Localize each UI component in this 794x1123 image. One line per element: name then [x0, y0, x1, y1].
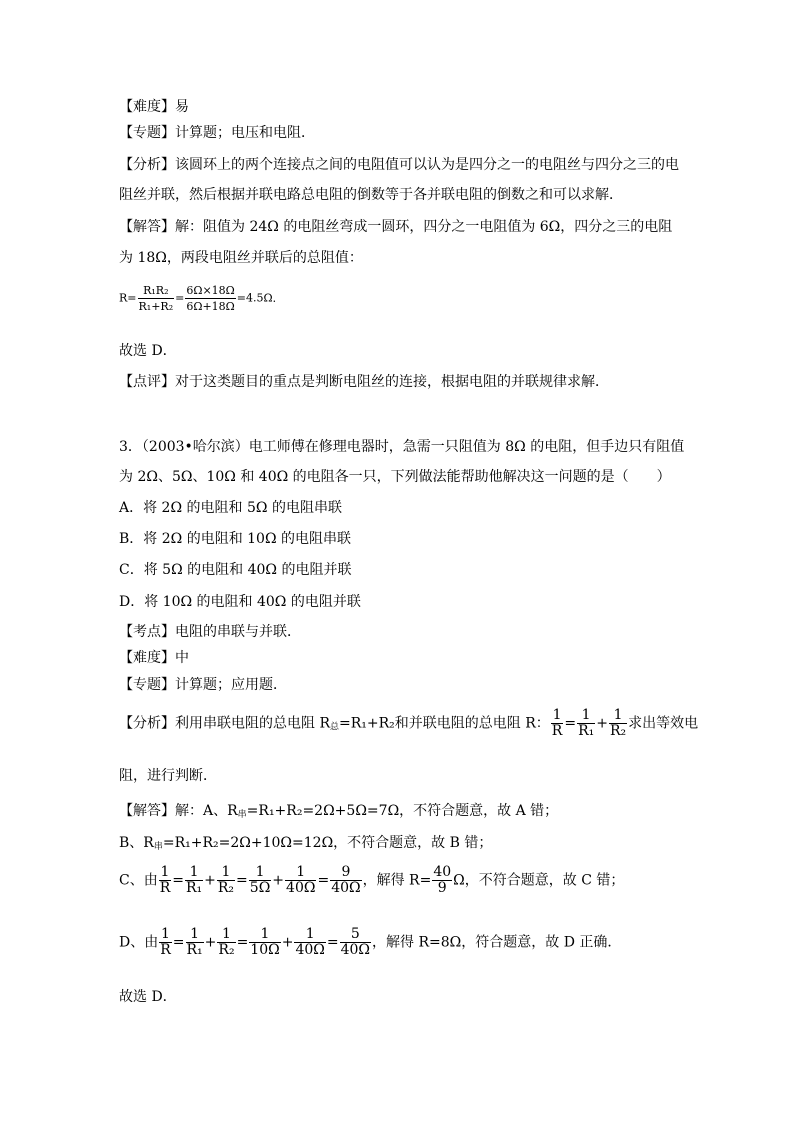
- analysis-line-1: 【分析】该圆环上的两个连接点之间的电阻值可以认为是四分之一的电阻丝与四分之三的电: [119, 157, 679, 173]
- option-a: A．将 2Ω 的电阻和 5Ω 的电阻串联: [119, 500, 342, 516]
- formula-lhs: R=: [119, 291, 137, 305]
- comment-line: 【点评】对于这类题目的重点是判断电阻丝的连接，根据电阻的并联规律求解．: [119, 374, 609, 390]
- formula-eq: =: [175, 291, 185, 305]
- solution-a-line: 【解答】解：A、$R_串=R_1+R_2=2\Omega+5\Omega=7\Omega$，不符合题意，故 A 错；: [119, 803, 559, 820]
- formula-total-resistance: [119, 283, 284, 314]
- answer-line-2: 故选 D．: [119, 989, 177, 1005]
- solution-line-2: 为 18Ω，两段电阻丝并联后的总阻值：: [119, 250, 363, 266]
- difficulty-line: 【难度】易: [119, 99, 189, 115]
- formula-fraction-2: $\frac{6\Omega\times 18\Omega}{6\Omega+18\Omega}$: [186, 284, 235, 313]
- kaodian-line: 【考点】电阻的串联与并联．: [119, 624, 301, 640]
- question-stem-1: 3．（2003•哈尔滨）电工师傅在修理电器时，急需一只阻值为 8Ω 的电阻，但手边只有阻值: [119, 439, 685, 455]
- difficulty-line-2: 【难度】中: [119, 650, 189, 666]
- solution-line-1: 【解答】解：阻值为 24Ω 的电阻丝弯成一圆环，四分之一电阻值为 6Ω，四分之三的电阻: [119, 219, 673, 235]
- analysis-line-2b: 阻，进行判断．: [119, 768, 217, 784]
- answer-line: 故选 D．: [119, 343, 177, 359]
- option-b: B．将 2Ω 的电阻和 10Ω 的电阻串联: [119, 531, 352, 547]
- fraction-1-over-r2: $\frac{1}{\text{R₂}}$: [609, 707, 627, 739]
- formula-result: =4.5Ω．: [236, 291, 284, 305]
- topic-line: 【专题】计算题；电压和电阻．: [119, 125, 315, 141]
- fraction-1-over-r1: $\frac{1}{\text{R₁}}$: [578, 707, 595, 739]
- option-d: D．将 10Ω 的电阻和 40Ω 的电阻并联: [119, 594, 361, 610]
- solution-c-line: C、由 $\frac{1}{R}$ = $\frac{1}{\text{R₁}}$ + $\frac{1}{\text{R₂}}$ = $\frac{1}{5\Omega}$ + $\frac{1}{40\Omega}$ = $\frac{9}{40\Omega}$ ，解得 R= $\frac{40}{9}$ Ω，不符合题意，故 C 错；: [119, 864, 625, 896]
- topic-line-2: 【专题】计算题；应用题．: [119, 677, 287, 693]
- formula-fraction-1: $\frac{\text{R₁R₂}}{\text{R₁+R₂}}$: [138, 284, 174, 313]
- analysis-line-2: 阻丝并联，然后根据并联电路总电阻的倒数等于各并联电阻的倒数之和可以求解．: [119, 187, 623, 203]
- analysis-formula-line: 【分析】利用串联电阻的总电阻 $R_总=R_1+R_2$和并联电阻的总电阻 R： $\frac{1}{R}$ = $\frac{1}{\text{R₁}}$ + $\frac{1}{\text{R₂}}$ 求出等效电: [119, 707, 699, 739]
- fraction-1-over-r: $\frac{1}{R}$: [551, 707, 563, 739]
- solution-d-line: D、由 $\frac{1}{R}$ = $\frac{1}{\text{R₁}}$ + $\frac{1}{\text{R₂}}$ = $\frac{1}{10\Omega}$ + $\frac{1}{40\Omega}$ = $\frac{5}{40\Omega}$ ，解得 R=8Ω，符合题意，故 D 正确．: [119, 926, 622, 958]
- solution-b-line: B、$R_串=R_1+R_2=2\Omega+10\Omega=12\Omega$，不符合题意，故 B 错；: [119, 835, 493, 852]
- option-c: C．将 5Ω 的电阻和 40Ω 的电阻并联: [119, 562, 352, 578]
- question-stem-2: 为 2Ω、5Ω、10Ω 和 40Ω 的电阻各一只，下列做法能帮助他解决这一问题的是（ ）: [119, 469, 671, 485]
